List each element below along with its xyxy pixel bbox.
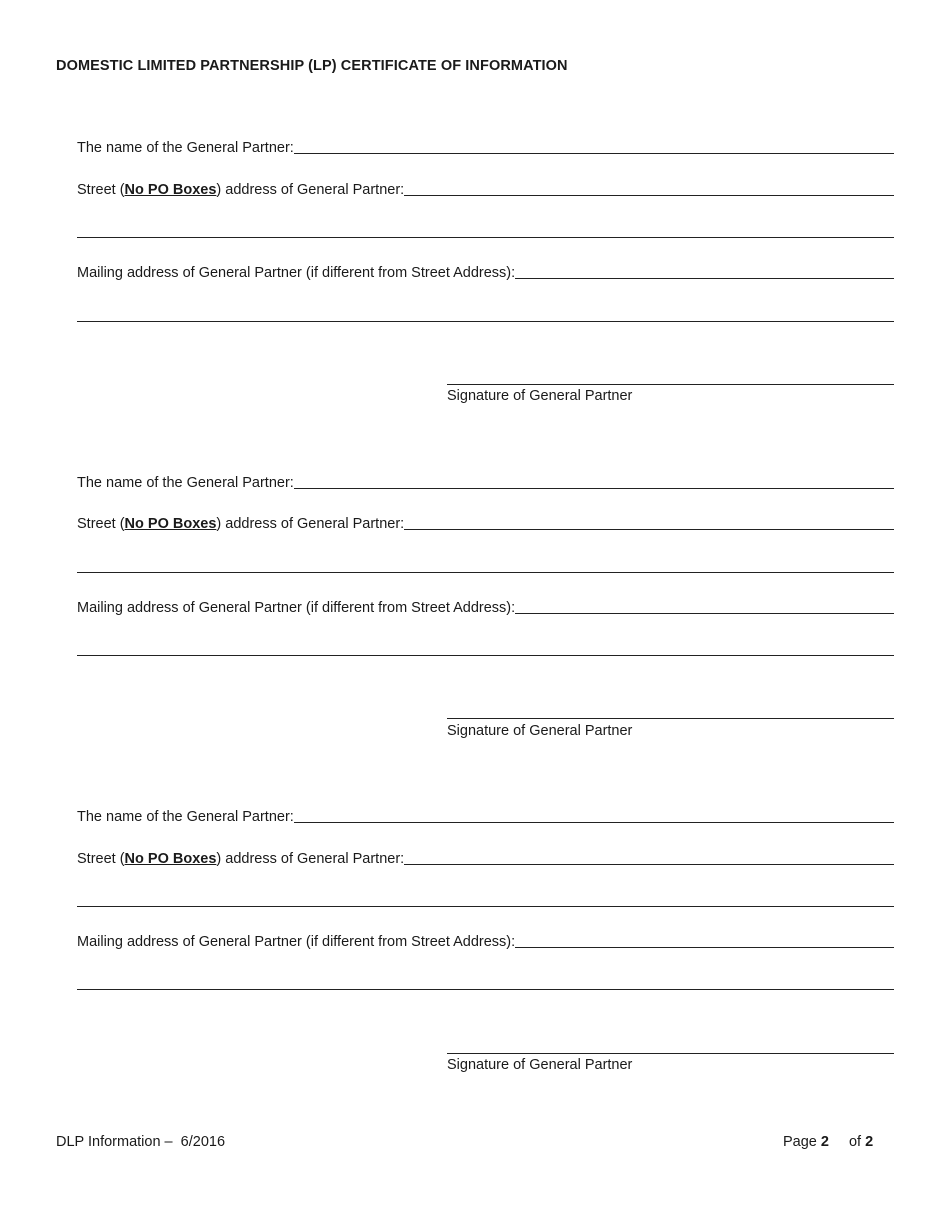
mailing-address-line-2[interactable] — [77, 321, 894, 322]
mailing-address-line-2[interactable] — [77, 655, 894, 656]
street-label-suffix: ) address of General Partner: — [216, 182, 405, 198]
general-partner-name-label: The name of the General Partner: — [77, 809, 294, 825]
street-address-line-2[interactable] — [77, 572, 894, 573]
signature-label: Signature of General Partner — [447, 723, 633, 739]
general-partner-name-label: The name of the General Partner: — [77, 140, 294, 156]
general-partner-name-field-2[interactable] — [77, 472, 894, 492]
general-partner-name-field-1[interactable] — [77, 137, 894, 157]
mailing-address-line[interactable] — [515, 277, 894, 279]
mailing-address-line-2[interactable] — [77, 989, 894, 990]
no-po-boxes-emphasis: No PO Boxes — [124, 516, 217, 532]
general-partner-name-line[interactable] — [294, 487, 894, 489]
mailing-address-field-3[interactable] — [77, 931, 894, 951]
signature-line-1[interactable] — [447, 384, 894, 385]
page-number: 2 — [820, 1134, 829, 1150]
street-address-field-3[interactable] — [77, 848, 894, 868]
street-address-label — [77, 181, 404, 199]
street-address-field-2[interactable] — [77, 513, 894, 533]
signature-label: Signature of General Partner — [447, 388, 633, 404]
general-partner-name-line[interactable] — [294, 821, 894, 823]
street-label-suffix: ) address of General Partner: — [216, 516, 405, 532]
mailing-address-line[interactable] — [515, 612, 894, 614]
street-label-suffix: ) address of General Partner: — [216, 851, 405, 867]
street-address-line[interactable] — [404, 863, 894, 865]
street-address-line[interactable] — [404, 528, 894, 530]
signature-line-3[interactable] — [447, 1053, 894, 1054]
page-word: Page — [783, 1134, 821, 1150]
street-address-field-1[interactable] — [77, 179, 894, 199]
form-revision-footer: DLP Information – 6/2016 — [56, 1134, 226, 1150]
page-indicator — [783, 1134, 873, 1150]
no-po-boxes-emphasis: No PO Boxes — [124, 182, 217, 198]
mailing-address-field-1[interactable] — [77, 262, 894, 282]
street-address-label — [77, 515, 404, 533]
document-title: DOMESTIC LIMITED PARTNERSHIP (LP) CERTIFICATE OF INFORMATION — [56, 58, 568, 74]
of-word: of — [848, 1134, 866, 1150]
street-label-prefix: Street ( — [77, 516, 125, 532]
street-address-line[interactable] — [404, 194, 894, 196]
street-address-label — [77, 850, 404, 868]
signature-line-2[interactable] — [447, 718, 894, 719]
mailing-address-label: Mailing address of General Partner (if different from Street Address): — [77, 934, 516, 950]
mailing-address-label: Mailing address of General Partner (if different from Street Address): — [77, 600, 516, 616]
street-label-prefix: Street ( — [77, 851, 125, 867]
signature-label: Signature of General Partner — [447, 1057, 633, 1073]
general-partner-name-field-3[interactable] — [77, 806, 894, 826]
no-po-boxes-emphasis: No PO Boxes — [124, 851, 217, 867]
general-partner-name-line[interactable] — [294, 152, 894, 154]
street-address-line-2[interactable] — [77, 906, 894, 907]
mailing-address-field-2[interactable] — [77, 597, 894, 617]
mailing-address-label: Mailing address of General Partner (if different from Street Address): — [77, 265, 516, 281]
page-total: 2 — [865, 1134, 874, 1150]
general-partner-name-label: The name of the General Partner: — [77, 475, 294, 491]
street-address-line-2[interactable] — [77, 237, 894, 238]
street-label-prefix: Street ( — [77, 182, 125, 198]
mailing-address-line[interactable] — [515, 946, 894, 948]
